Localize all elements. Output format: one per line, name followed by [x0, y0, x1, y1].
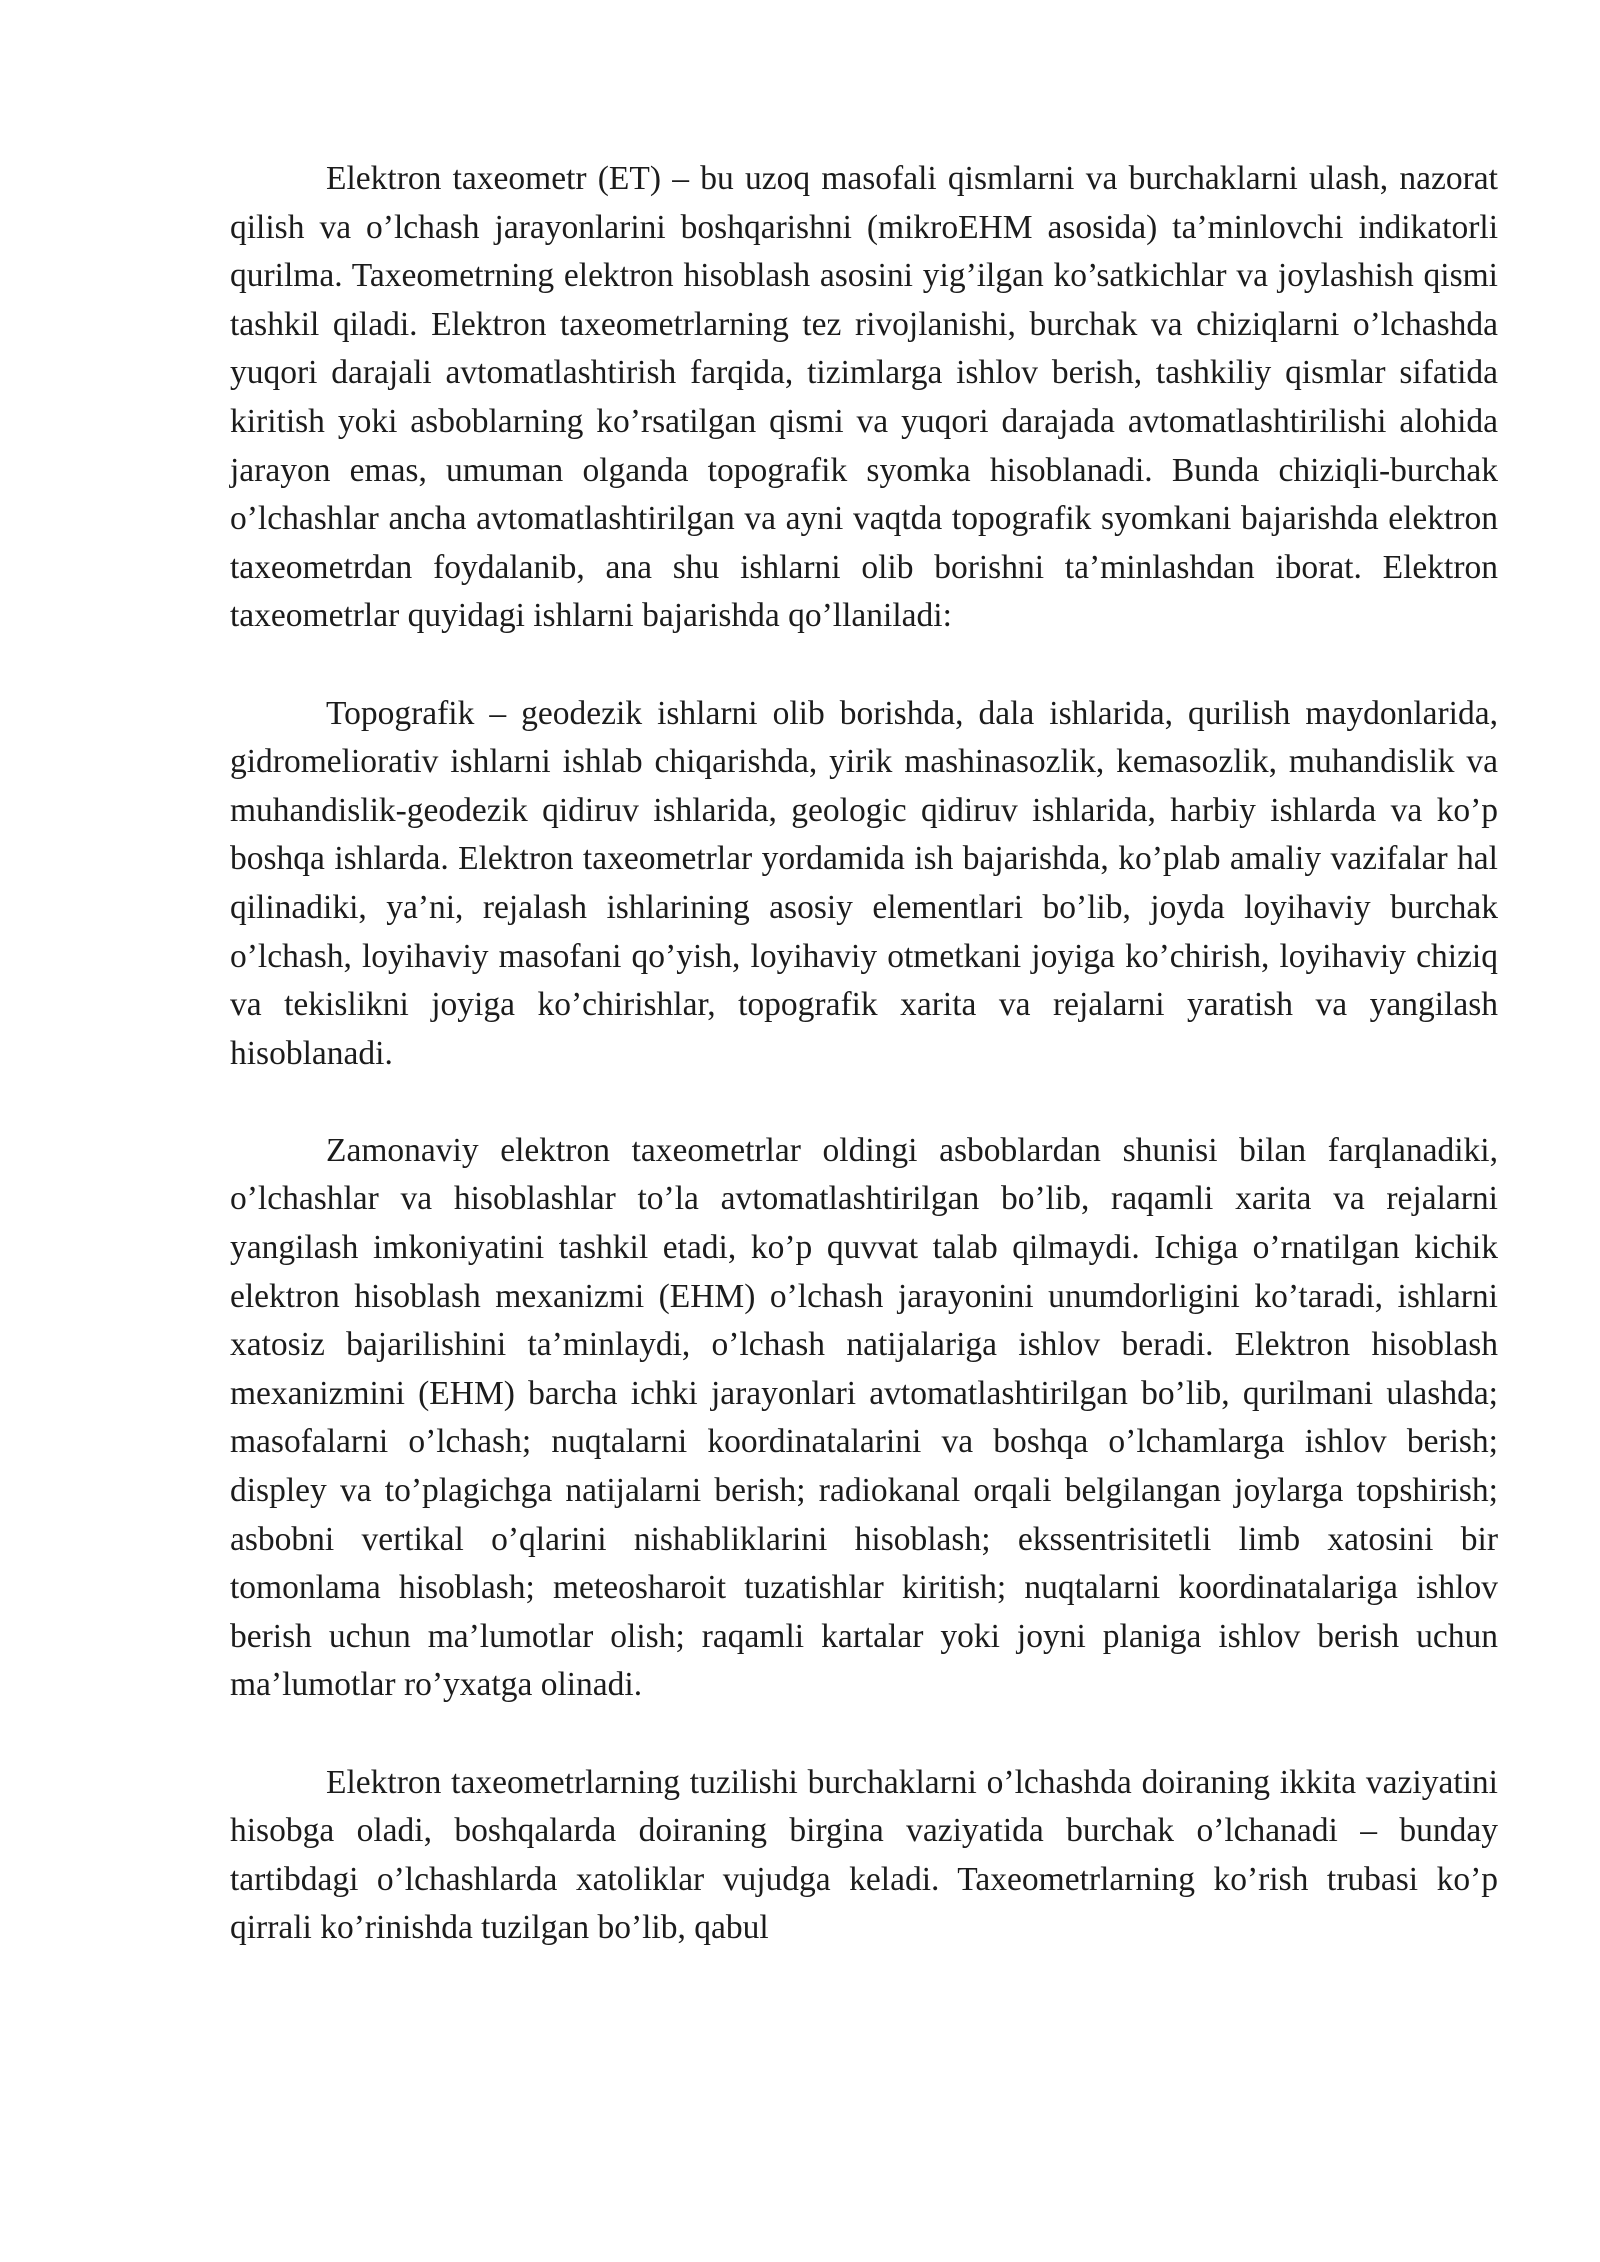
paragraph-topographic-applications: Topografik – geodezik ishlarni olib borishda, dala ishlarida, qurilish maydonlarida, gidromeliorativ ishlarni ishlab chiqarishda, yirik mashinasozlik, kemasozlik, muhandislik va muhandislik-geodezik qidiruv ishlarida, geologic qidiruv ishlarida, harbiy ishlarda va ko’p boshqa ishlarda. Elektron taxeometrlar yordamida ish bajarishda, ko’plab amaliy vazifalar hal qilinadiki, ya’ni, rejalash ishlarining asosiy elementlari bo’lib, joyda loyihaviy burchak o’lchash, loyihaviy masofani qo’yish, loyihaviy otmetkani joyiga ko’chirish, loyihaviy chiziq va tekislikni joyiga ko’chirishlar, topografik xarita va rejalarni yaratish va yangilash hisoblanadi.: [230, 694, 1498, 1072]
paragraph-electronic-tacheometer-definition: Elektron taxeometr (ET) – bu uzoq masofali qismlarni va burchaklarni ulash, nazorat qilish va o’lchash jarayonlarini boshqarishni (mikroEHM asosida) ta’minlovchi indikatorli qurilma. Taxeometrning elektron hisoblash asosini yig’ilgan ko’satkichlar va joylashish qismi tashkil qiladi. Elektron taxeometrlarning tez rivojlanishi, burchak va chiziqlarni o’lchashda yuqori darajali avtomatlashtirish farqida, tizimlarga ishlov berish, tashkiliy qismlar sifatida kiritish yoki asboblarning ko’rsatilgan qismi va yuqori darajada avtomatlashtirilishi alohida jarayon emas, umuman olganda topografik syomka hisoblanadi. Bunda chiziqli-burchak o’lchashlar ancha avtomatlashtirilgan va ayni vaqtda topografik syomkani bajarishda elektron taxeometrdan foydalanib, ana shu ishlarni olib borishni ta’minlashdan iborat. Elektron taxeometrlar quyidagi ishlarni bajarishda qo’llaniladi:: [230, 160, 1498, 635]
paragraph-modern-tacheometers: Zamonaviy elektron taxeometrlar oldingi asboblardan shunisi bilan farqlanadiki, o’lchashlar va hisoblashlar to’la avtomatlashtirilgan bo’lib, raqamli xarita va rejalarni yangilash imkoniyatini tashkil etadi, ko’p quvvat talab qilmaydi. Ichiga o’rnatilgan kichik elektron hisoblash mexanizmi (EHM) o’lchash jarayonini unumdorligini ko’taradi, ishlarni xatosiz bajarilishini ta’minlaydi, o’lchash natijalariga ishlov beradi. Elektron hisoblash mexanizmini (EHM) barcha ichki jarayonlari avtomatlashtirilgan bo’lib, qurilmani ulashda; masofalarni o’lchash; nuqtalarni koordinatalarini va boshqa o’lchamlarga ishlov berish; displey va to’plagichga natijalarni berish; radiokanal orqali belgilangan joylarga topshirish; asbobni vertikal o’qlarini nishabliklarini hisoblash; ekssentrisitetli limb xatosini bir tomonlama hisoblash; meteosharoit tuzatishlar kiritish; nuqtalarni koordinatalariga ishlov berish uchun ma’lumotlar olish; raqamli kartalar yoki joyni planiga ishlov berish uchun ma’lumotlar ro’yxatga olinadi.: [230, 1131, 1498, 1704]
body-text: [230, 155, 1498, 1953]
paragraph-tacheometer-structure: Elektron taxeometrlarning tuzilishi burchaklarni o’lchashda doiraning ikkita vaziyatini hisobga oladi, boshqalarda doiraning birgina vaziyatida burchak o’lchanadi – bunday tartibdagi o’lchashlarda xatoliklar vujudga keladi. Taxeometrlarning ko’rish trubasi ko’p qirrali ko’rinishda tuzilgan bo’lib, qabul: [230, 1763, 1498, 1947]
